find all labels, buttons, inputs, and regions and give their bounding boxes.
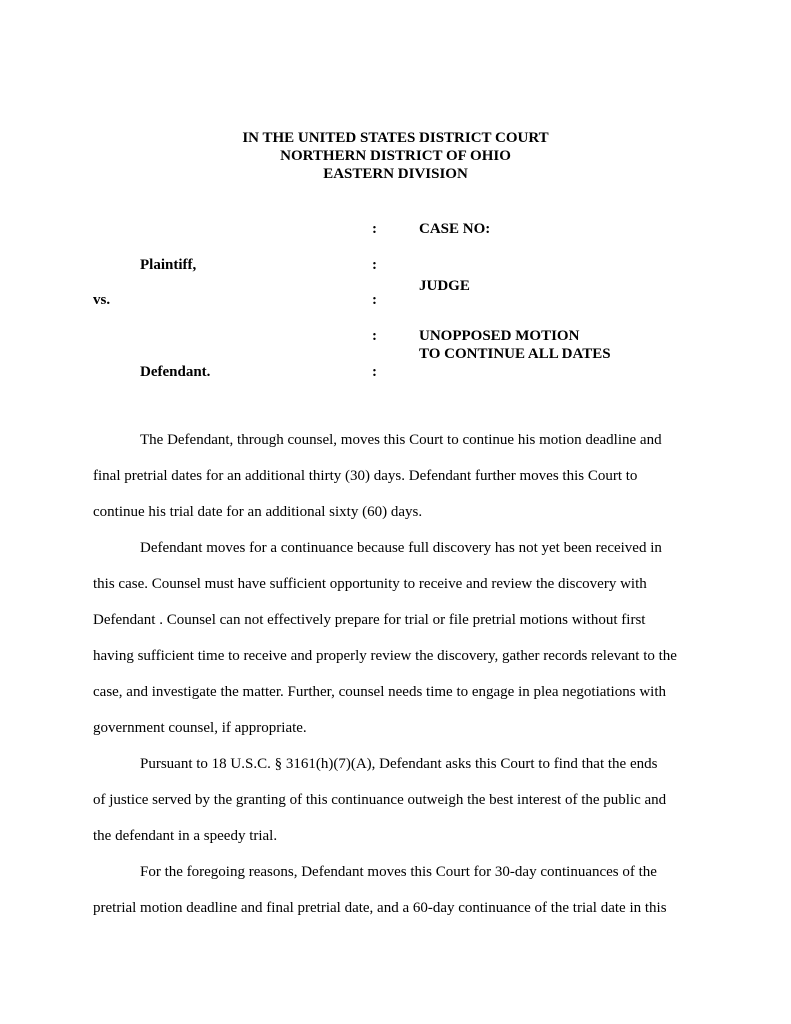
vs-label: vs. [93, 292, 111, 308]
caption-separator: : [372, 328, 377, 344]
body-line: of justice served by the granting of this continuance outweigh the best interest of the public and [93, 792, 667, 808]
body-line: Defendant moves for a continuance because full discovery has not yet been received in [140, 540, 662, 556]
motion-title-line-2: TO CONTINUE ALL DATES [419, 346, 611, 362]
caption-separator: : [372, 221, 377, 237]
caption-separator: : [372, 292, 377, 308]
body-line: having sufficient time to receive and properly review the discovery, gather records relevant to the [93, 648, 677, 664]
body-line: Pursuant to 18 U.S.C. § 3161(h)(7)(A), Defendant asks this Court to find that the ends [140, 756, 658, 772]
court-heading [0, 129, 791, 183]
caption-separator: : [372, 364, 377, 380]
plaintiff-label: Plaintiff, [140, 257, 197, 273]
defendant-label: Defendant. [140, 364, 211, 380]
judge-label: JUDGE [419, 278, 470, 294]
caption-separator: : [372, 257, 377, 273]
body-line: government counsel, if appropriate. [93, 720, 307, 736]
body-line: this case. Counsel must have sufficient opportunity to receive and review the discovery with [93, 576, 647, 592]
motion-body [93, 431, 705, 935]
case-no-label: CASE NO: [419, 221, 491, 237]
body-line: pretrial motion deadline and final pretrial date, and a 60-day continuance of the trial date in this [93, 900, 667, 916]
division-name: EASTERN DIVISION [323, 166, 468, 182]
motion-title-line-1: UNOPPOSED MOTION [419, 328, 580, 344]
district-name: NORTHERN DISTRICT OF OHIO [280, 148, 511, 164]
body-line: final pretrial dates for an additional thirty (30) days. Defendant further moves this Court to [93, 468, 638, 484]
body-line: the defendant in a speedy trial. [93, 828, 278, 844]
body-line: For the foregoing reasons, Defendant moves this Court for 30-day continuances of the [140, 864, 657, 880]
body-line: continue his trial date for an additional sixty (60) days. [93, 504, 423, 520]
court-name: IN THE UNITED STATES DISTRICT COURT [242, 130, 549, 146]
body-line: The Defendant, through counsel, moves this Court to continue his motion deadline and [140, 432, 662, 448]
body-line: case, and investigate the matter. Further, counsel needs time to engage in plea negotiations with [93, 684, 666, 700]
body-line: Defendant . Counsel can not effectively prepare for trial or file pretrial motions without first [93, 612, 646, 628]
